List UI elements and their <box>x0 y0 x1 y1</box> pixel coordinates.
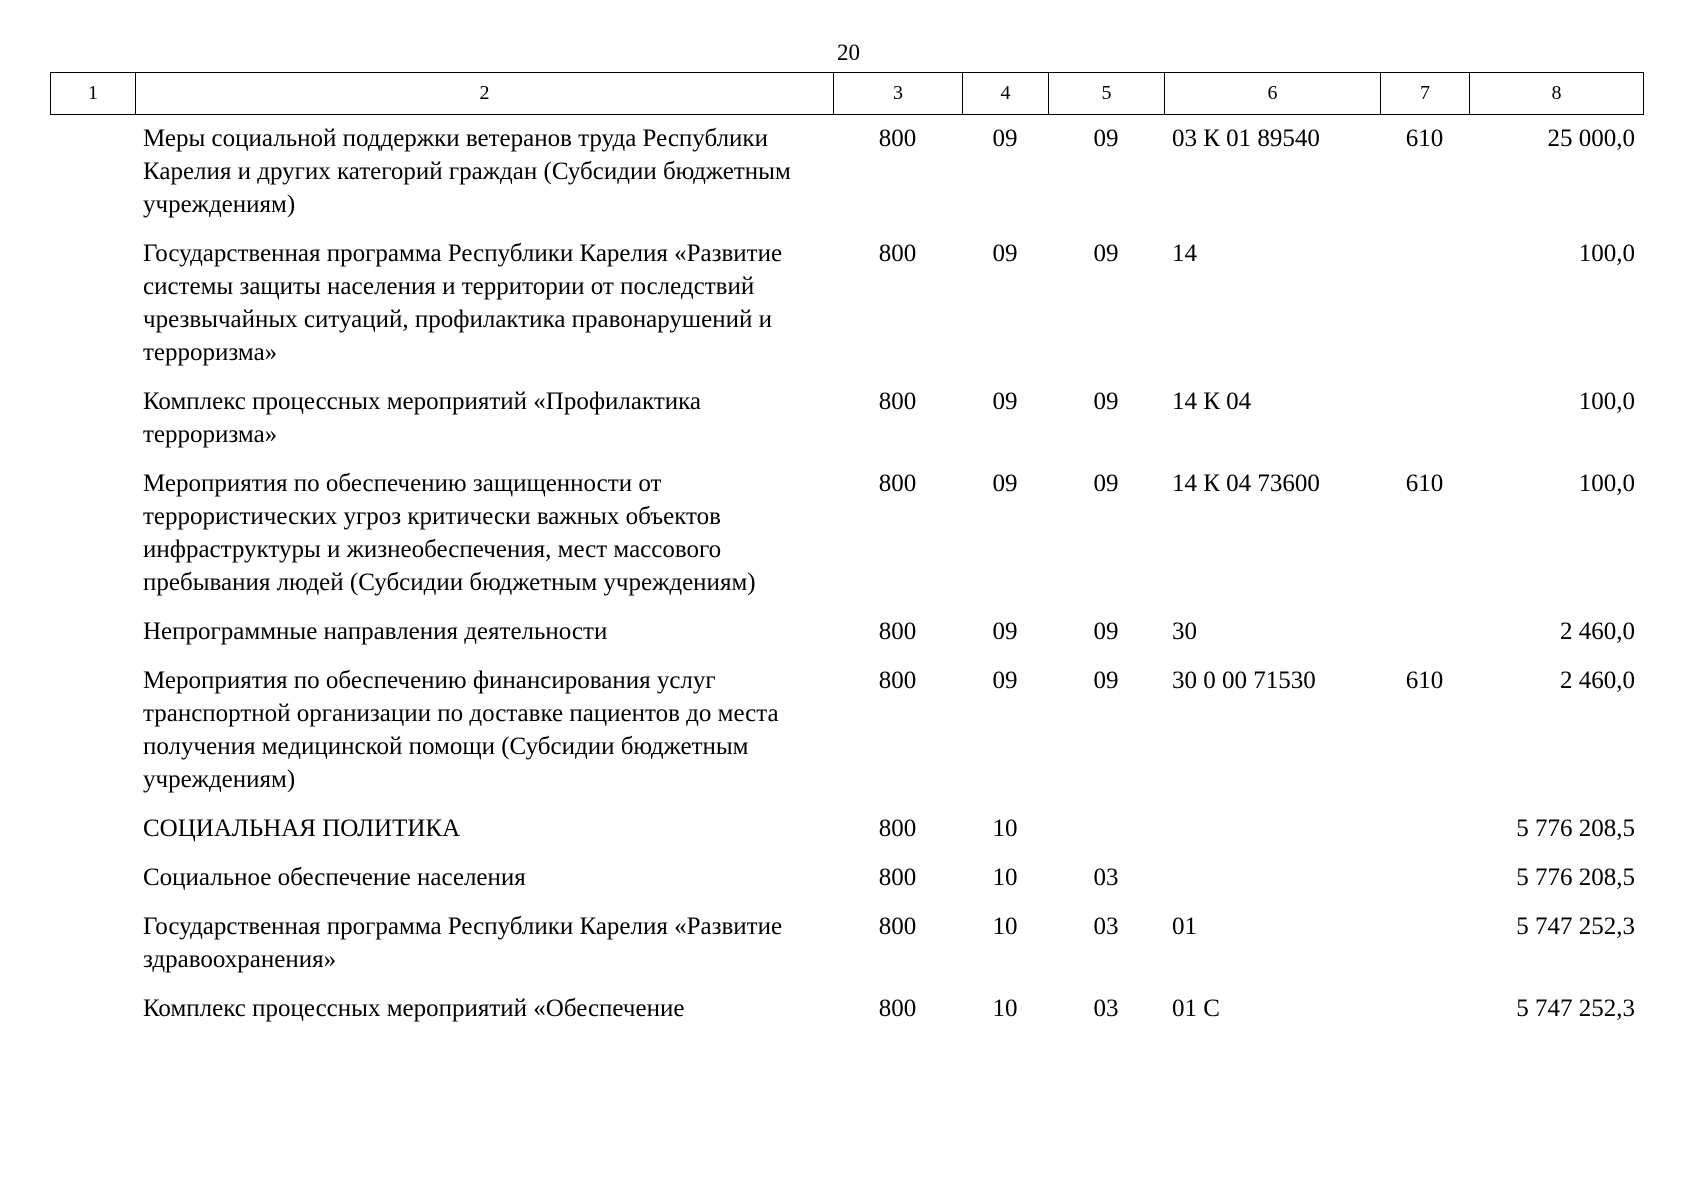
row-amount: 5 776 208,5 <box>1516 815 1635 842</box>
row-ministry-code: 800 <box>878 388 917 415</box>
table-row <box>50 615 1643 664</box>
row-section: 09 <box>992 125 1018 152</box>
row-expense-type <box>1380 615 1469 664</box>
row-subsection: 09 <box>1093 125 1119 152</box>
row-subsection: 09 <box>1093 667 1119 694</box>
row-ministry-code: 800 <box>878 618 917 645</box>
row-ministry-code: 800 <box>878 995 917 1022</box>
row-target-article: 30 <box>1172 618 1197 645</box>
column-header-3: 3 <box>834 73 963 115</box>
row-target-article: 01 <box>1172 913 1197 940</box>
row-target-article: 01 С <box>1172 995 1220 1022</box>
row-section: 09 <box>992 667 1018 694</box>
column-header-table <box>50 72 1644 115</box>
row-ministry-code: 800 <box>878 125 917 152</box>
table-row <box>50 664 1643 812</box>
table-row <box>50 385 1643 467</box>
row-subsection: 09 <box>1093 240 1119 267</box>
row-ministry-code: 800 <box>878 470 917 497</box>
row-subsection: 09 <box>1093 618 1119 645</box>
row-target-article <box>1164 861 1380 910</box>
row-name: Комплекс процессных мероприятий «Обеспечение <box>143 995 685 1022</box>
row-section: 10 <box>992 913 1018 940</box>
row-expense-type: 610 <box>1405 470 1444 497</box>
row-name: Государственная программа Республики Карелия «Развитие системы защиты населения и территории от последствий чрезвычайных ситуаций, профилактика правонарушений и терроризма» <box>143 240 783 366</box>
table-row <box>50 812 1643 861</box>
column-header-2: 2 <box>136 73 834 115</box>
row-expense-type <box>1380 910 1469 992</box>
row-name: Меры социальной поддержки ветеранов труда Республики Карелия и других категорий граждан (Субсидии бюджетным учреждениям) <box>143 125 791 218</box>
row-name: Непрограммные направления деятельности <box>143 618 608 645</box>
row-amount: 100,0 <box>1578 240 1635 267</box>
row-subsection: 09 <box>1093 388 1119 415</box>
column-header-5: 5 <box>1049 73 1165 115</box>
row-ministry-code: 800 <box>878 864 917 891</box>
row-name: Мероприятия по обеспечению защищенности от террористических угроз критически важных объектов инфраструктуры и жизнеобеспечения, мест массового пребывания людей (Субсидии бюджетным учреждениям) <box>143 470 756 596</box>
row-expense-type <box>1380 812 1469 861</box>
row-section: 09 <box>992 240 1018 267</box>
row-name: Мероприятия по обеспечению финансирования услуг транспортной организации по доставке пациентов до места получения медицинской помощи (Субсидии бюджетным учреждениям) <box>143 667 779 793</box>
table-row <box>50 992 1643 1041</box>
row-section: 09 <box>992 618 1018 645</box>
row-name: Социальное обеспечение населения <box>143 864 526 891</box>
row-name: Государственная программа Республики Карелия «Развитие здравоохранения» <box>143 913 783 973</box>
column-header-7: 7 <box>1381 73 1470 115</box>
row-expense-type <box>1380 861 1469 910</box>
row-expense-type: 610 <box>1405 667 1444 694</box>
row-subsection: 03 <box>1093 913 1119 940</box>
row-amount: 25 000,0 <box>1547 125 1635 152</box>
table-row <box>50 467 1643 615</box>
row-expense-type <box>1380 992 1469 1041</box>
table-row <box>50 910 1643 992</box>
row-section: 10 <box>992 995 1018 1022</box>
row-section: 09 <box>992 470 1018 497</box>
row-target-article <box>1164 812 1380 861</box>
column-header-1: 1 <box>51 73 136 115</box>
page-number: 20 <box>837 40 860 65</box>
budget-table <box>50 122 1643 1041</box>
row-section: 10 <box>992 864 1018 891</box>
row-name: Комплекс процессных мероприятий «Профилактика терроризма» <box>143 388 701 448</box>
table-row <box>50 237 1643 385</box>
row-amount: 5 776 208,5 <box>1516 864 1635 891</box>
column-header-4: 4 <box>963 73 1049 115</box>
row-expense-type <box>1380 385 1469 467</box>
column-header-6: 6 <box>1165 73 1381 115</box>
row-section: 09 <box>992 388 1018 415</box>
row-amount: 5 747 252,3 <box>1516 995 1635 1022</box>
row-amount: 5 747 252,3 <box>1516 913 1635 940</box>
row-amount: 2 460,0 <box>1560 667 1635 694</box>
row-ministry-code: 800 <box>878 667 917 694</box>
row-expense-type: 610 <box>1405 125 1444 152</box>
row-subsection <box>1048 812 1164 861</box>
column-header-8: 8 <box>1470 73 1644 115</box>
row-ministry-code: 800 <box>878 913 917 940</box>
row-subsection: 03 <box>1093 864 1119 891</box>
row-name: СОЦИАЛЬНАЯ ПОЛИТИКА <box>143 815 461 842</box>
row-target-article: 14 К 04 <box>1172 388 1252 415</box>
column-header-row <box>51 73 1644 115</box>
row-target-article: 03 К 01 89540 <box>1172 125 1320 152</box>
row-amount: 100,0 <box>1578 470 1635 497</box>
row-expense-type <box>1380 237 1469 385</box>
row-section: 10 <box>992 815 1018 842</box>
row-subsection: 09 <box>1093 470 1119 497</box>
row-amount: 2 460,0 <box>1560 618 1635 645</box>
row-subsection: 03 <box>1093 995 1119 1022</box>
table-row <box>50 122 1643 237</box>
row-amount: 100,0 <box>1578 388 1635 415</box>
table-row <box>50 861 1643 910</box>
row-target-article: 14 К 04 73600 <box>1172 470 1320 497</box>
row-target-article: 30 0 00 71530 <box>1172 667 1316 694</box>
row-ministry-code: 800 <box>878 815 917 842</box>
row-target-article: 14 <box>1172 240 1197 267</box>
row-ministry-code: 800 <box>878 240 917 267</box>
